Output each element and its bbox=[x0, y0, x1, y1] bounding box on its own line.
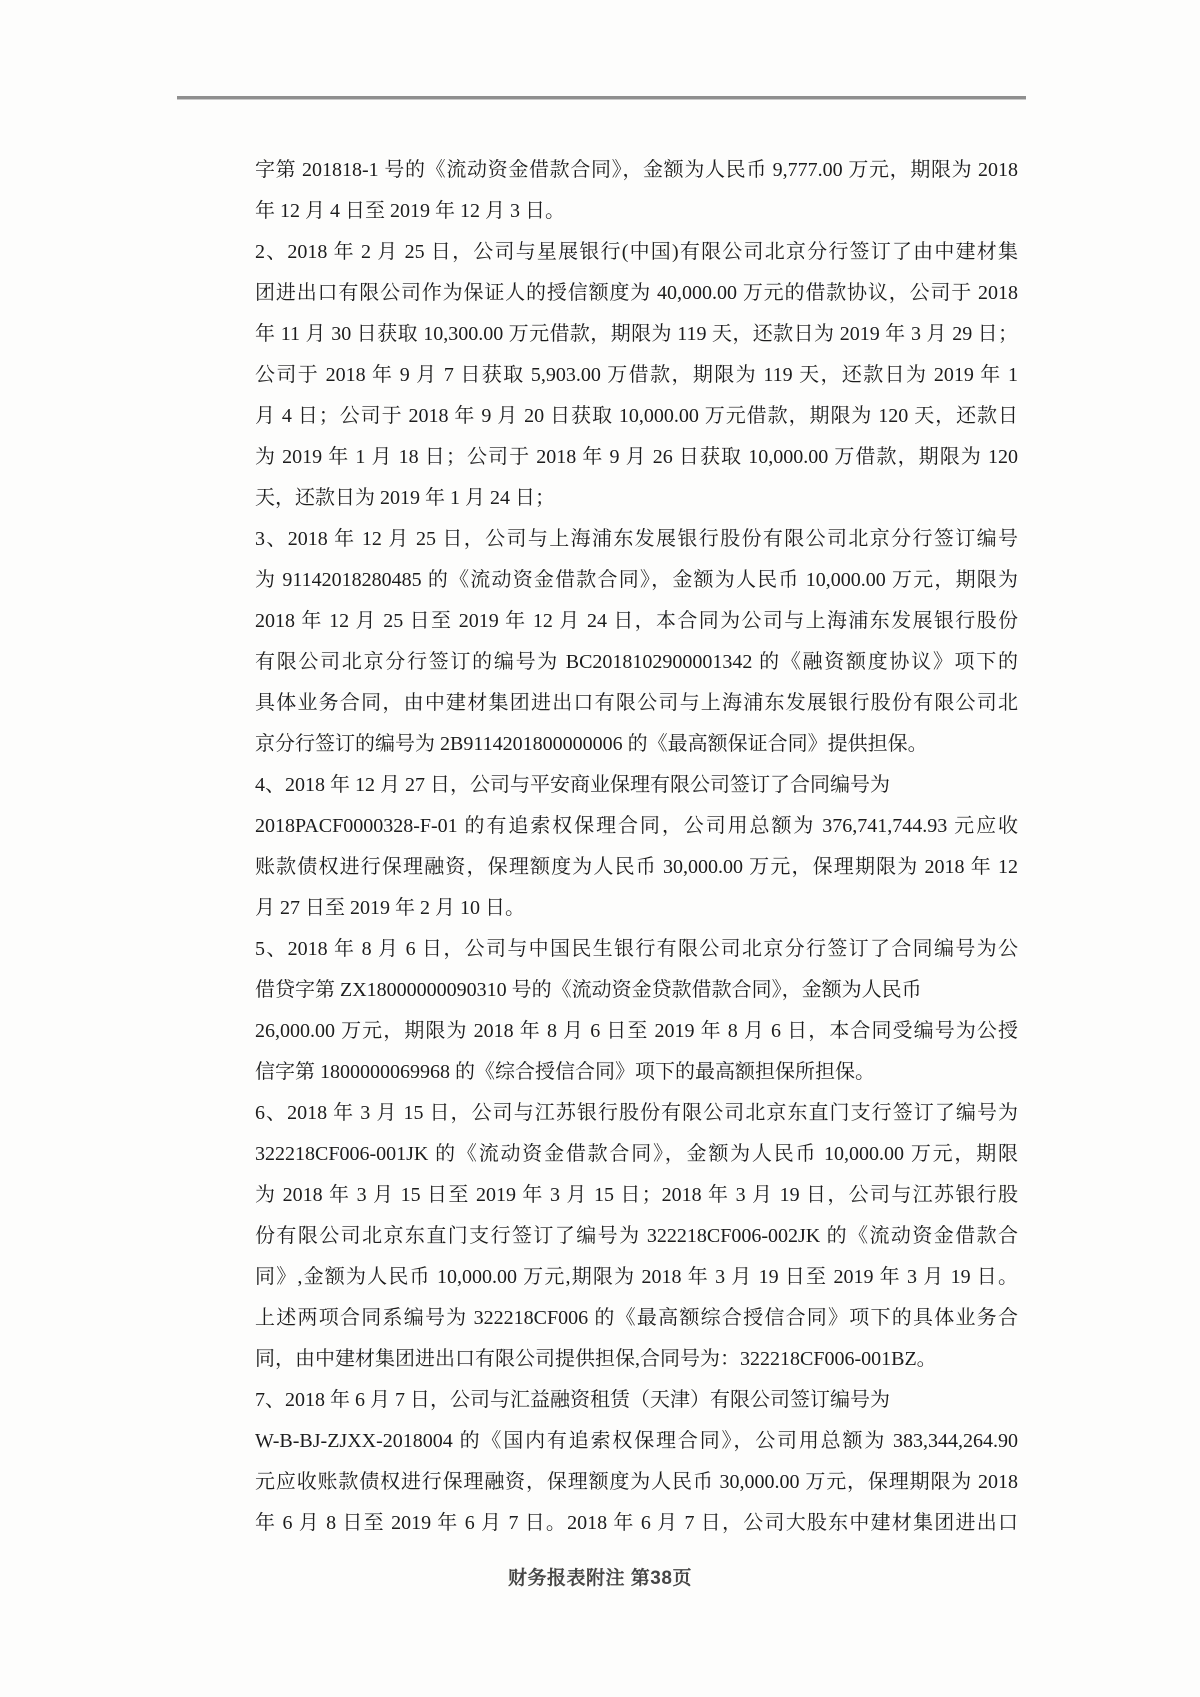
text-line: 为 2018 年 3 月 15 日至 2019 年 3 月 15 日；2018 年 3 月 19 日，公司与江苏银行股 bbox=[255, 1184, 1018, 1206]
text-line: 4、2018 年 12 月 27 日，公司与平安商业保理有限公司签订了合同编号为 bbox=[255, 774, 890, 796]
text-line: 为 2019 年 1 月 18 日；公司于 2018 年 9 月 26 日获取 10,000.00 万借款，期限为 120 bbox=[255, 446, 1018, 468]
text-line: 3、2018 年 12 月 25 日，公司与上海浦东发展银行股份有限公司北京分行签订编号 bbox=[255, 528, 1018, 550]
text-line: 6、2018 年 3 月 15 日，公司与江苏银行股份有限公司北京东直门支行签订了编号为 bbox=[255, 1102, 1018, 1124]
document-body bbox=[255, 150, 1018, 1544]
text-line: 同，由中建材集团进出口有限公司提供担保,合同号为：322218CF006-001BZ。 bbox=[255, 1348, 937, 1370]
text-line: 份有限公司北京东直门支行签订了编号为 322218CF006-002JK 的《流动资金借款合 bbox=[255, 1225, 1018, 1247]
text-line: 年 11 月 30 日获取 10,300.00 万元借款，期限为 119 天，还款日为 2019 年 3 月 29 日； bbox=[255, 323, 1018, 345]
text-line: 月 27 日至 2019 年 2 月 10 日。 bbox=[255, 897, 525, 919]
text-line: 团进出口有限公司作为保证人的授信额度为 40,000.00 万元的借款协议，公司于 2018 bbox=[255, 282, 1018, 304]
text-line: 同》,金额为人民币 10,000.00 万元,期限为 2018 年 3 月 19 日至 2019 年 3 月 19 日。 bbox=[255, 1266, 1018, 1288]
text-line: 天，还款日为 2019 年 1 月 24 日； bbox=[255, 487, 555, 509]
text-line: 2018 年 12 月 25 日至 2019 年 12 月 24 日，本合同为公司与上海浦东发展银行股份 bbox=[255, 610, 1018, 632]
text-line: 借贷字第 ZX18000000090310 号的《流动资金贷款借款合同》，金额为人民币 bbox=[255, 979, 922, 1001]
text-line: 公司于 2018 年 9 月 7 日获取 5,903.00 万借款，期限为 119 天，还款日为 2019 年 1 bbox=[255, 364, 1018, 386]
text-line: 5、2018 年 8 月 6 日，公司与中国民生银行有限公司北京分行签订了合同编号为公 bbox=[255, 938, 1018, 960]
text-line: 年 6 月 8 日至 2019 年 6 月 7 日。2018 年 6 月 7 日，公司大股东中建材集团进出口 bbox=[255, 1512, 1018, 1534]
text-line: 年 12 月 4 日至 2019 年 12 月 3 日。 bbox=[255, 200, 565, 222]
text-line: 京分行签订的编号为 2B9114201800000006 的《最高额保证合同》提供担保。 bbox=[255, 733, 928, 755]
text-line: 26,000.00 万元，期限为 2018 年 8 月 6 日至 2019 年 8 月 6 日，本合同受编号为公授 bbox=[255, 1020, 1018, 1042]
text-line: 为 91142018280485 的《流动资金借款合同》，金额为人民币 10,000.00 万元，期限为 bbox=[255, 569, 1018, 591]
text-line: 2018PACF0000328-F-01 的有追索权保理合同，公司用总额为 376,741,744.93 元应收 bbox=[255, 815, 1018, 837]
text-line: 月 4 日；公司于 2018 年 9 月 20 日获取 10,000.00 万元借款，期限为 120 天，还款日 bbox=[255, 405, 1018, 427]
text-line: 具体业务合同，由中建材集团进出口有限公司与上海浦东发展银行股份有限公司北 bbox=[255, 692, 1018, 714]
text-line: 7、2018 年 6 月 7 日，公司与汇益融资租赁（天津）有限公司签订编号为 bbox=[255, 1389, 890, 1411]
text-line: 字第 201818-1 号的《流动资金借款合同》，金额为人民币 9,777.00 万元，期限为 2018 bbox=[255, 159, 1018, 181]
text-line: W-B-BJ-ZJXX-2018004 的《国内有追索权保理合同》，公司用总额为 383,344,264.90 bbox=[255, 1430, 1018, 1452]
text-line: 元应收账款债权进行保理融资，保理额度为人民币 30,000.00 万元，保理期限为 2018 bbox=[255, 1471, 1018, 1493]
text-line: 账款债权进行保理融资，保理额度为人民币 30,000.00 万元，保理期限为 2018 年 12 bbox=[255, 856, 1018, 878]
page-footer bbox=[0, 1563, 1200, 1590]
text-line: 2、2018 年 2 月 25 日，公司与星展银行(中国)有限公司北京分行签订了由中建材集 bbox=[255, 241, 1018, 263]
text-line: 322218CF006-001JK 的《流动资金借款合同》，金额为人民币 10,000.00 万元，期限 bbox=[255, 1143, 1018, 1165]
text-line: 有限公司北京分行签订的编号为 BC2018102900001342 的《融资额度协议》项下的 bbox=[255, 651, 1018, 673]
text-line: 信字第 1800000069968 的《综合授信合同》项下的最高额担保所担保。 bbox=[255, 1061, 875, 1083]
text-line: 上述两项合同系编号为 322218CF006 的《最高额综合授信合同》项下的具体业务合 bbox=[255, 1307, 1018, 1329]
footer-page-label: 财务报表附注 第38页 bbox=[508, 1568, 692, 1589]
header-rule bbox=[177, 96, 1026, 100]
